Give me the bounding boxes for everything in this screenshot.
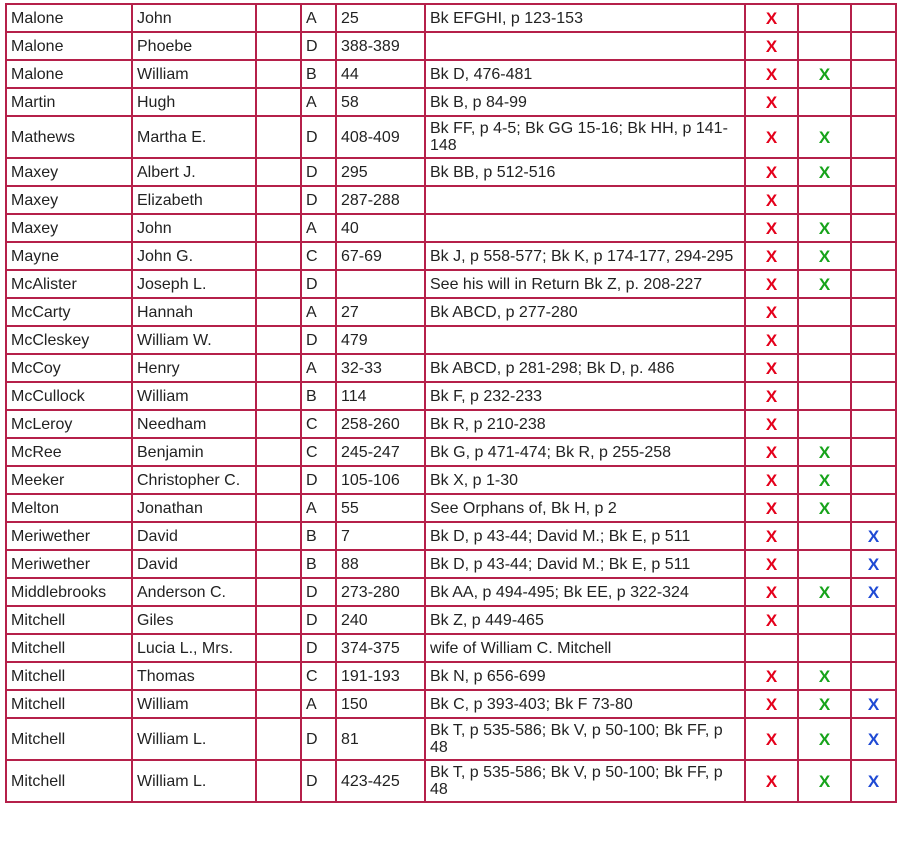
table-row bbox=[6, 662, 896, 690]
reference-cell: Bk T, p 535-586; Bk V, p 50-100; Bk FF, p 48 bbox=[425, 718, 745, 760]
mark-2-cell bbox=[798, 88, 851, 116]
code-cell: A bbox=[301, 494, 336, 522]
mark-2-cell: X bbox=[798, 466, 851, 494]
surname-cell: Melton bbox=[6, 494, 132, 522]
blank-cell bbox=[256, 214, 301, 242]
blank-cell bbox=[256, 116, 301, 158]
mark-2-cell: X bbox=[798, 116, 851, 158]
blank-cell bbox=[256, 718, 301, 760]
mark-3-cell bbox=[851, 494, 896, 522]
given-name-cell: John G. bbox=[132, 242, 256, 270]
code-cell: D bbox=[301, 116, 336, 158]
reference-cell: wife of William C. Mitchell bbox=[425, 634, 745, 662]
pages-cell: 150 bbox=[336, 690, 425, 718]
table-row bbox=[6, 60, 896, 88]
given-name-cell: Christopher C. bbox=[132, 466, 256, 494]
blank-cell bbox=[256, 550, 301, 578]
reference-cell: See Orphans of, Bk H, p 2 bbox=[425, 494, 745, 522]
mark-3-cell bbox=[851, 634, 896, 662]
surname-cell: Mitchell bbox=[6, 760, 132, 802]
pages-cell: 32-33 bbox=[336, 354, 425, 382]
mark-3-cell bbox=[851, 466, 896, 494]
mark-1-cell: X bbox=[745, 578, 798, 606]
table-row bbox=[6, 634, 896, 662]
mark-3-cell bbox=[851, 606, 896, 634]
mark-3-cell bbox=[851, 88, 896, 116]
mark-2-cell: X bbox=[798, 158, 851, 186]
blank-cell bbox=[256, 326, 301, 354]
reference-cell: Bk T, p 535-586; Bk V, p 50-100; Bk FF, p 48 bbox=[425, 760, 745, 802]
blank-cell bbox=[256, 606, 301, 634]
mark-2-cell bbox=[798, 634, 851, 662]
mark-1-cell bbox=[745, 634, 798, 662]
reference-cell: See his will in Return Bk Z, p. 208-227 bbox=[425, 270, 745, 298]
given-name-cell: Anderson C. bbox=[132, 578, 256, 606]
code-cell: D bbox=[301, 606, 336, 634]
surname-cell: Maxey bbox=[6, 214, 132, 242]
pages-cell: 44 bbox=[336, 60, 425, 88]
blank-cell bbox=[256, 298, 301, 326]
mark-3-cell: X bbox=[851, 760, 896, 802]
code-cell: A bbox=[301, 690, 336, 718]
mark-2-cell: X bbox=[798, 242, 851, 270]
table-row bbox=[6, 158, 896, 186]
mark-1-cell: X bbox=[745, 88, 798, 116]
mark-3-cell bbox=[851, 354, 896, 382]
reference-cell: Bk AA, p 494-495; Bk EE, p 322-324 bbox=[425, 578, 745, 606]
table-row bbox=[6, 760, 896, 802]
reference-cell bbox=[425, 186, 745, 214]
pages-cell: 27 bbox=[336, 298, 425, 326]
mark-1-cell: X bbox=[745, 690, 798, 718]
mark-3-cell bbox=[851, 326, 896, 354]
blank-cell bbox=[256, 690, 301, 718]
blank-cell bbox=[256, 4, 301, 32]
code-cell: B bbox=[301, 382, 336, 410]
blank-cell bbox=[256, 158, 301, 186]
reference-cell: Bk G, p 471-474; Bk R, p 255-258 bbox=[425, 438, 745, 466]
surname-cell: Mitchell bbox=[6, 690, 132, 718]
code-cell: D bbox=[301, 186, 336, 214]
pages-cell: 7 bbox=[336, 522, 425, 550]
surname-cell: Meriwether bbox=[6, 522, 132, 550]
blank-cell bbox=[256, 438, 301, 466]
code-cell: C bbox=[301, 242, 336, 270]
pages-cell: 55 bbox=[336, 494, 425, 522]
reference-cell: Bk EFGHI, p 123-153 bbox=[425, 4, 745, 32]
mark-2-cell bbox=[798, 326, 851, 354]
pages-cell: 58 bbox=[336, 88, 425, 116]
blank-cell bbox=[256, 662, 301, 690]
mark-3-cell bbox=[851, 410, 896, 438]
table-row bbox=[6, 4, 896, 32]
table-row bbox=[6, 186, 896, 214]
mark-3-cell bbox=[851, 32, 896, 60]
reference-cell: Bk D, 476-481 bbox=[425, 60, 745, 88]
given-name-cell: John bbox=[132, 4, 256, 32]
pages-cell: 114 bbox=[336, 382, 425, 410]
blank-cell bbox=[256, 242, 301, 270]
mark-1-cell: X bbox=[745, 214, 798, 242]
surname-cell: Martin bbox=[6, 88, 132, 116]
records-body bbox=[6, 4, 896, 802]
mark-2-cell bbox=[798, 32, 851, 60]
given-name-cell: Giles bbox=[132, 606, 256, 634]
mark-1-cell: X bbox=[745, 158, 798, 186]
code-cell: C bbox=[301, 438, 336, 466]
surname-cell: Malone bbox=[6, 60, 132, 88]
table-row bbox=[6, 606, 896, 634]
table-row bbox=[6, 242, 896, 270]
mark-2-cell: X bbox=[798, 690, 851, 718]
surname-cell: McAlister bbox=[6, 270, 132, 298]
given-name-cell: Needham bbox=[132, 410, 256, 438]
table-row bbox=[6, 32, 896, 60]
mark-3-cell: X bbox=[851, 550, 896, 578]
table-row bbox=[6, 466, 896, 494]
mark-1-cell: X bbox=[745, 760, 798, 802]
table-row bbox=[6, 354, 896, 382]
code-cell: D bbox=[301, 32, 336, 60]
reference-cell: Bk D, p 43-44; David M.; Bk E, p 511 bbox=[425, 550, 745, 578]
given-name-cell: William bbox=[132, 60, 256, 88]
reference-cell: Bk N, p 656-699 bbox=[425, 662, 745, 690]
pages-cell: 191-193 bbox=[336, 662, 425, 690]
mark-2-cell: X bbox=[798, 494, 851, 522]
code-cell: D bbox=[301, 326, 336, 354]
pages-cell: 67-69 bbox=[336, 242, 425, 270]
mark-2-cell: X bbox=[798, 270, 851, 298]
mark-3-cell bbox=[851, 4, 896, 32]
code-cell: D bbox=[301, 718, 336, 760]
code-cell: B bbox=[301, 60, 336, 88]
mark-1-cell: X bbox=[745, 718, 798, 760]
pages-cell: 88 bbox=[336, 550, 425, 578]
mark-2-cell: X bbox=[798, 438, 851, 466]
blank-cell bbox=[256, 88, 301, 116]
mark-3-cell: X bbox=[851, 718, 896, 760]
surname-cell: Mitchell bbox=[6, 718, 132, 760]
table-row bbox=[6, 298, 896, 326]
blank-cell bbox=[256, 760, 301, 802]
mark-3-cell bbox=[851, 186, 896, 214]
given-name-cell: Martha E. bbox=[132, 116, 256, 158]
code-cell: A bbox=[301, 214, 336, 242]
table-row bbox=[6, 550, 896, 578]
given-name-cell: John bbox=[132, 214, 256, 242]
mark-1-cell: X bbox=[745, 186, 798, 214]
pages-cell: 105-106 bbox=[336, 466, 425, 494]
mark-3-cell bbox=[851, 438, 896, 466]
code-cell: D bbox=[301, 158, 336, 186]
code-cell: D bbox=[301, 466, 336, 494]
given-name-cell: William bbox=[132, 382, 256, 410]
blank-cell bbox=[256, 60, 301, 88]
given-name-cell: William L. bbox=[132, 760, 256, 802]
reference-cell: Bk J, p 558-577; Bk K, p 174-177, 294-295 bbox=[425, 242, 745, 270]
code-cell: D bbox=[301, 760, 336, 802]
table-row bbox=[6, 214, 896, 242]
pages-cell: 408-409 bbox=[336, 116, 425, 158]
mark-2-cell bbox=[798, 4, 851, 32]
reference-cell: Bk B, p 84-99 bbox=[425, 88, 745, 116]
pages-cell: 258-260 bbox=[336, 410, 425, 438]
pages-cell: 295 bbox=[336, 158, 425, 186]
reference-cell: Bk BB, p 512-516 bbox=[425, 158, 745, 186]
reference-cell: Bk R, p 210-238 bbox=[425, 410, 745, 438]
surname-cell: Mitchell bbox=[6, 662, 132, 690]
blank-cell bbox=[256, 578, 301, 606]
blank-cell bbox=[256, 186, 301, 214]
given-name-cell: Lucia L., Mrs. bbox=[132, 634, 256, 662]
mark-3-cell bbox=[851, 158, 896, 186]
blank-cell bbox=[256, 270, 301, 298]
table-row bbox=[6, 326, 896, 354]
mark-1-cell: X bbox=[745, 410, 798, 438]
mark-1-cell: X bbox=[745, 4, 798, 32]
mark-3-cell: X bbox=[851, 522, 896, 550]
code-cell: B bbox=[301, 522, 336, 550]
given-name-cell: David bbox=[132, 550, 256, 578]
surname-cell: McCarty bbox=[6, 298, 132, 326]
mark-2-cell bbox=[798, 186, 851, 214]
pages-cell: 240 bbox=[336, 606, 425, 634]
records-table bbox=[5, 3, 897, 803]
given-name-cell: David bbox=[132, 522, 256, 550]
surname-cell: Meriwether bbox=[6, 550, 132, 578]
given-name-cell: Thomas bbox=[132, 662, 256, 690]
pages-cell: 273-280 bbox=[336, 578, 425, 606]
mark-1-cell: X bbox=[745, 116, 798, 158]
mark-2-cell: X bbox=[798, 578, 851, 606]
blank-cell bbox=[256, 354, 301, 382]
code-cell: C bbox=[301, 662, 336, 690]
blank-cell bbox=[256, 494, 301, 522]
table-row bbox=[6, 494, 896, 522]
mark-2-cell bbox=[798, 522, 851, 550]
mark-2-cell bbox=[798, 382, 851, 410]
mark-3-cell: X bbox=[851, 690, 896, 718]
mark-1-cell: X bbox=[745, 494, 798, 522]
mark-1-cell: X bbox=[745, 606, 798, 634]
mark-3-cell bbox=[851, 60, 896, 88]
given-name-cell: Benjamin bbox=[132, 438, 256, 466]
reference-cell: Bk Z, p 449-465 bbox=[425, 606, 745, 634]
pages-cell: 245-247 bbox=[336, 438, 425, 466]
mark-1-cell: X bbox=[745, 32, 798, 60]
code-cell: D bbox=[301, 270, 336, 298]
reference-cell: Bk C, p 393-403; Bk F 73-80 bbox=[425, 690, 745, 718]
mark-2-cell bbox=[798, 606, 851, 634]
surname-cell: Maxey bbox=[6, 158, 132, 186]
blank-cell bbox=[256, 32, 301, 60]
surname-cell: Mayne bbox=[6, 242, 132, 270]
given-name-cell: William bbox=[132, 690, 256, 718]
surname-cell: McCullock bbox=[6, 382, 132, 410]
mark-2-cell: X bbox=[798, 60, 851, 88]
surname-cell: McRee bbox=[6, 438, 132, 466]
mark-1-cell: X bbox=[745, 522, 798, 550]
mark-3-cell bbox=[851, 242, 896, 270]
surname-cell: Mitchell bbox=[6, 634, 132, 662]
surname-cell: Mitchell bbox=[6, 606, 132, 634]
mark-1-cell: X bbox=[745, 298, 798, 326]
given-name-cell: Jonathan bbox=[132, 494, 256, 522]
mark-1-cell: X bbox=[745, 438, 798, 466]
surname-cell: Malone bbox=[6, 32, 132, 60]
reference-cell: Bk ABCD, p 277-280 bbox=[425, 298, 745, 326]
given-name-cell: Joseph L. bbox=[132, 270, 256, 298]
table-row bbox=[6, 382, 896, 410]
surname-cell: Meeker bbox=[6, 466, 132, 494]
surname-cell: Middlebrooks bbox=[6, 578, 132, 606]
mark-3-cell bbox=[851, 270, 896, 298]
surname-cell: McCleskey bbox=[6, 326, 132, 354]
mark-1-cell: X bbox=[745, 60, 798, 88]
table-row bbox=[6, 438, 896, 466]
given-name-cell: Hannah bbox=[132, 298, 256, 326]
pages-cell: 388-389 bbox=[336, 32, 425, 60]
given-name-cell: Albert J. bbox=[132, 158, 256, 186]
mark-3-cell bbox=[851, 382, 896, 410]
surname-cell: McLeroy bbox=[6, 410, 132, 438]
pages-cell: 81 bbox=[336, 718, 425, 760]
mark-2-cell: X bbox=[798, 662, 851, 690]
mark-2-cell bbox=[798, 298, 851, 326]
code-cell: D bbox=[301, 634, 336, 662]
mark-3-cell bbox=[851, 662, 896, 690]
table-row bbox=[6, 410, 896, 438]
pages-cell: 423-425 bbox=[336, 760, 425, 802]
mark-1-cell: X bbox=[745, 550, 798, 578]
blank-cell bbox=[256, 382, 301, 410]
reference-cell: Bk D, p 43-44; David M.; Bk E, p 511 bbox=[425, 522, 745, 550]
table-row bbox=[6, 116, 896, 158]
reference-cell bbox=[425, 32, 745, 60]
mark-1-cell: X bbox=[745, 242, 798, 270]
pages-cell: 374-375 bbox=[336, 634, 425, 662]
pages-cell: 479 bbox=[336, 326, 425, 354]
mark-1-cell: X bbox=[745, 270, 798, 298]
code-cell: A bbox=[301, 298, 336, 326]
mark-1-cell: X bbox=[745, 354, 798, 382]
surname-cell: Maxey bbox=[6, 186, 132, 214]
code-cell: A bbox=[301, 4, 336, 32]
surname-cell: Malone bbox=[6, 4, 132, 32]
pages-cell: 287-288 bbox=[336, 186, 425, 214]
mark-2-cell bbox=[798, 410, 851, 438]
mark-3-cell bbox=[851, 214, 896, 242]
code-cell: A bbox=[301, 354, 336, 382]
code-cell: C bbox=[301, 410, 336, 438]
reference-cell: Bk F, p 232-233 bbox=[425, 382, 745, 410]
mark-1-cell: X bbox=[745, 662, 798, 690]
table-row bbox=[6, 690, 896, 718]
mark-3-cell: X bbox=[851, 578, 896, 606]
mark-2-cell: X bbox=[798, 718, 851, 760]
given-name-cell: Elizabeth bbox=[132, 186, 256, 214]
reference-cell: Bk X, p 1-30 bbox=[425, 466, 745, 494]
table-row bbox=[6, 522, 896, 550]
table-row bbox=[6, 718, 896, 760]
table-row bbox=[6, 578, 896, 606]
given-name-cell: William W. bbox=[132, 326, 256, 354]
given-name-cell: Phoebe bbox=[132, 32, 256, 60]
mark-1-cell: X bbox=[745, 382, 798, 410]
table-row bbox=[6, 88, 896, 116]
code-cell: D bbox=[301, 578, 336, 606]
mark-2-cell: X bbox=[798, 760, 851, 802]
surname-cell: McCoy bbox=[6, 354, 132, 382]
mark-1-cell: X bbox=[745, 326, 798, 354]
pages-cell: 25 bbox=[336, 4, 425, 32]
reference-cell bbox=[425, 214, 745, 242]
reference-cell bbox=[425, 326, 745, 354]
given-name-cell: Hugh bbox=[132, 88, 256, 116]
surname-cell: Mathews bbox=[6, 116, 132, 158]
mark-3-cell bbox=[851, 298, 896, 326]
mark-2-cell: X bbox=[798, 214, 851, 242]
reference-cell: Bk FF, p 4-5; Bk GG 15-16; Bk HH, p 141-148 bbox=[425, 116, 745, 158]
mark-3-cell bbox=[851, 116, 896, 158]
pages-cell: 40 bbox=[336, 214, 425, 242]
pages-cell bbox=[336, 270, 425, 298]
mark-2-cell bbox=[798, 550, 851, 578]
blank-cell bbox=[256, 634, 301, 662]
blank-cell bbox=[256, 522, 301, 550]
blank-cell bbox=[256, 410, 301, 438]
table-row bbox=[6, 270, 896, 298]
code-cell: B bbox=[301, 550, 336, 578]
mark-2-cell bbox=[798, 354, 851, 382]
given-name-cell: William L. bbox=[132, 718, 256, 760]
mark-1-cell: X bbox=[745, 466, 798, 494]
code-cell: A bbox=[301, 88, 336, 116]
given-name-cell: Henry bbox=[132, 354, 256, 382]
reference-cell: Bk ABCD, p 281-298; Bk D, p. 486 bbox=[425, 354, 745, 382]
blank-cell bbox=[256, 466, 301, 494]
